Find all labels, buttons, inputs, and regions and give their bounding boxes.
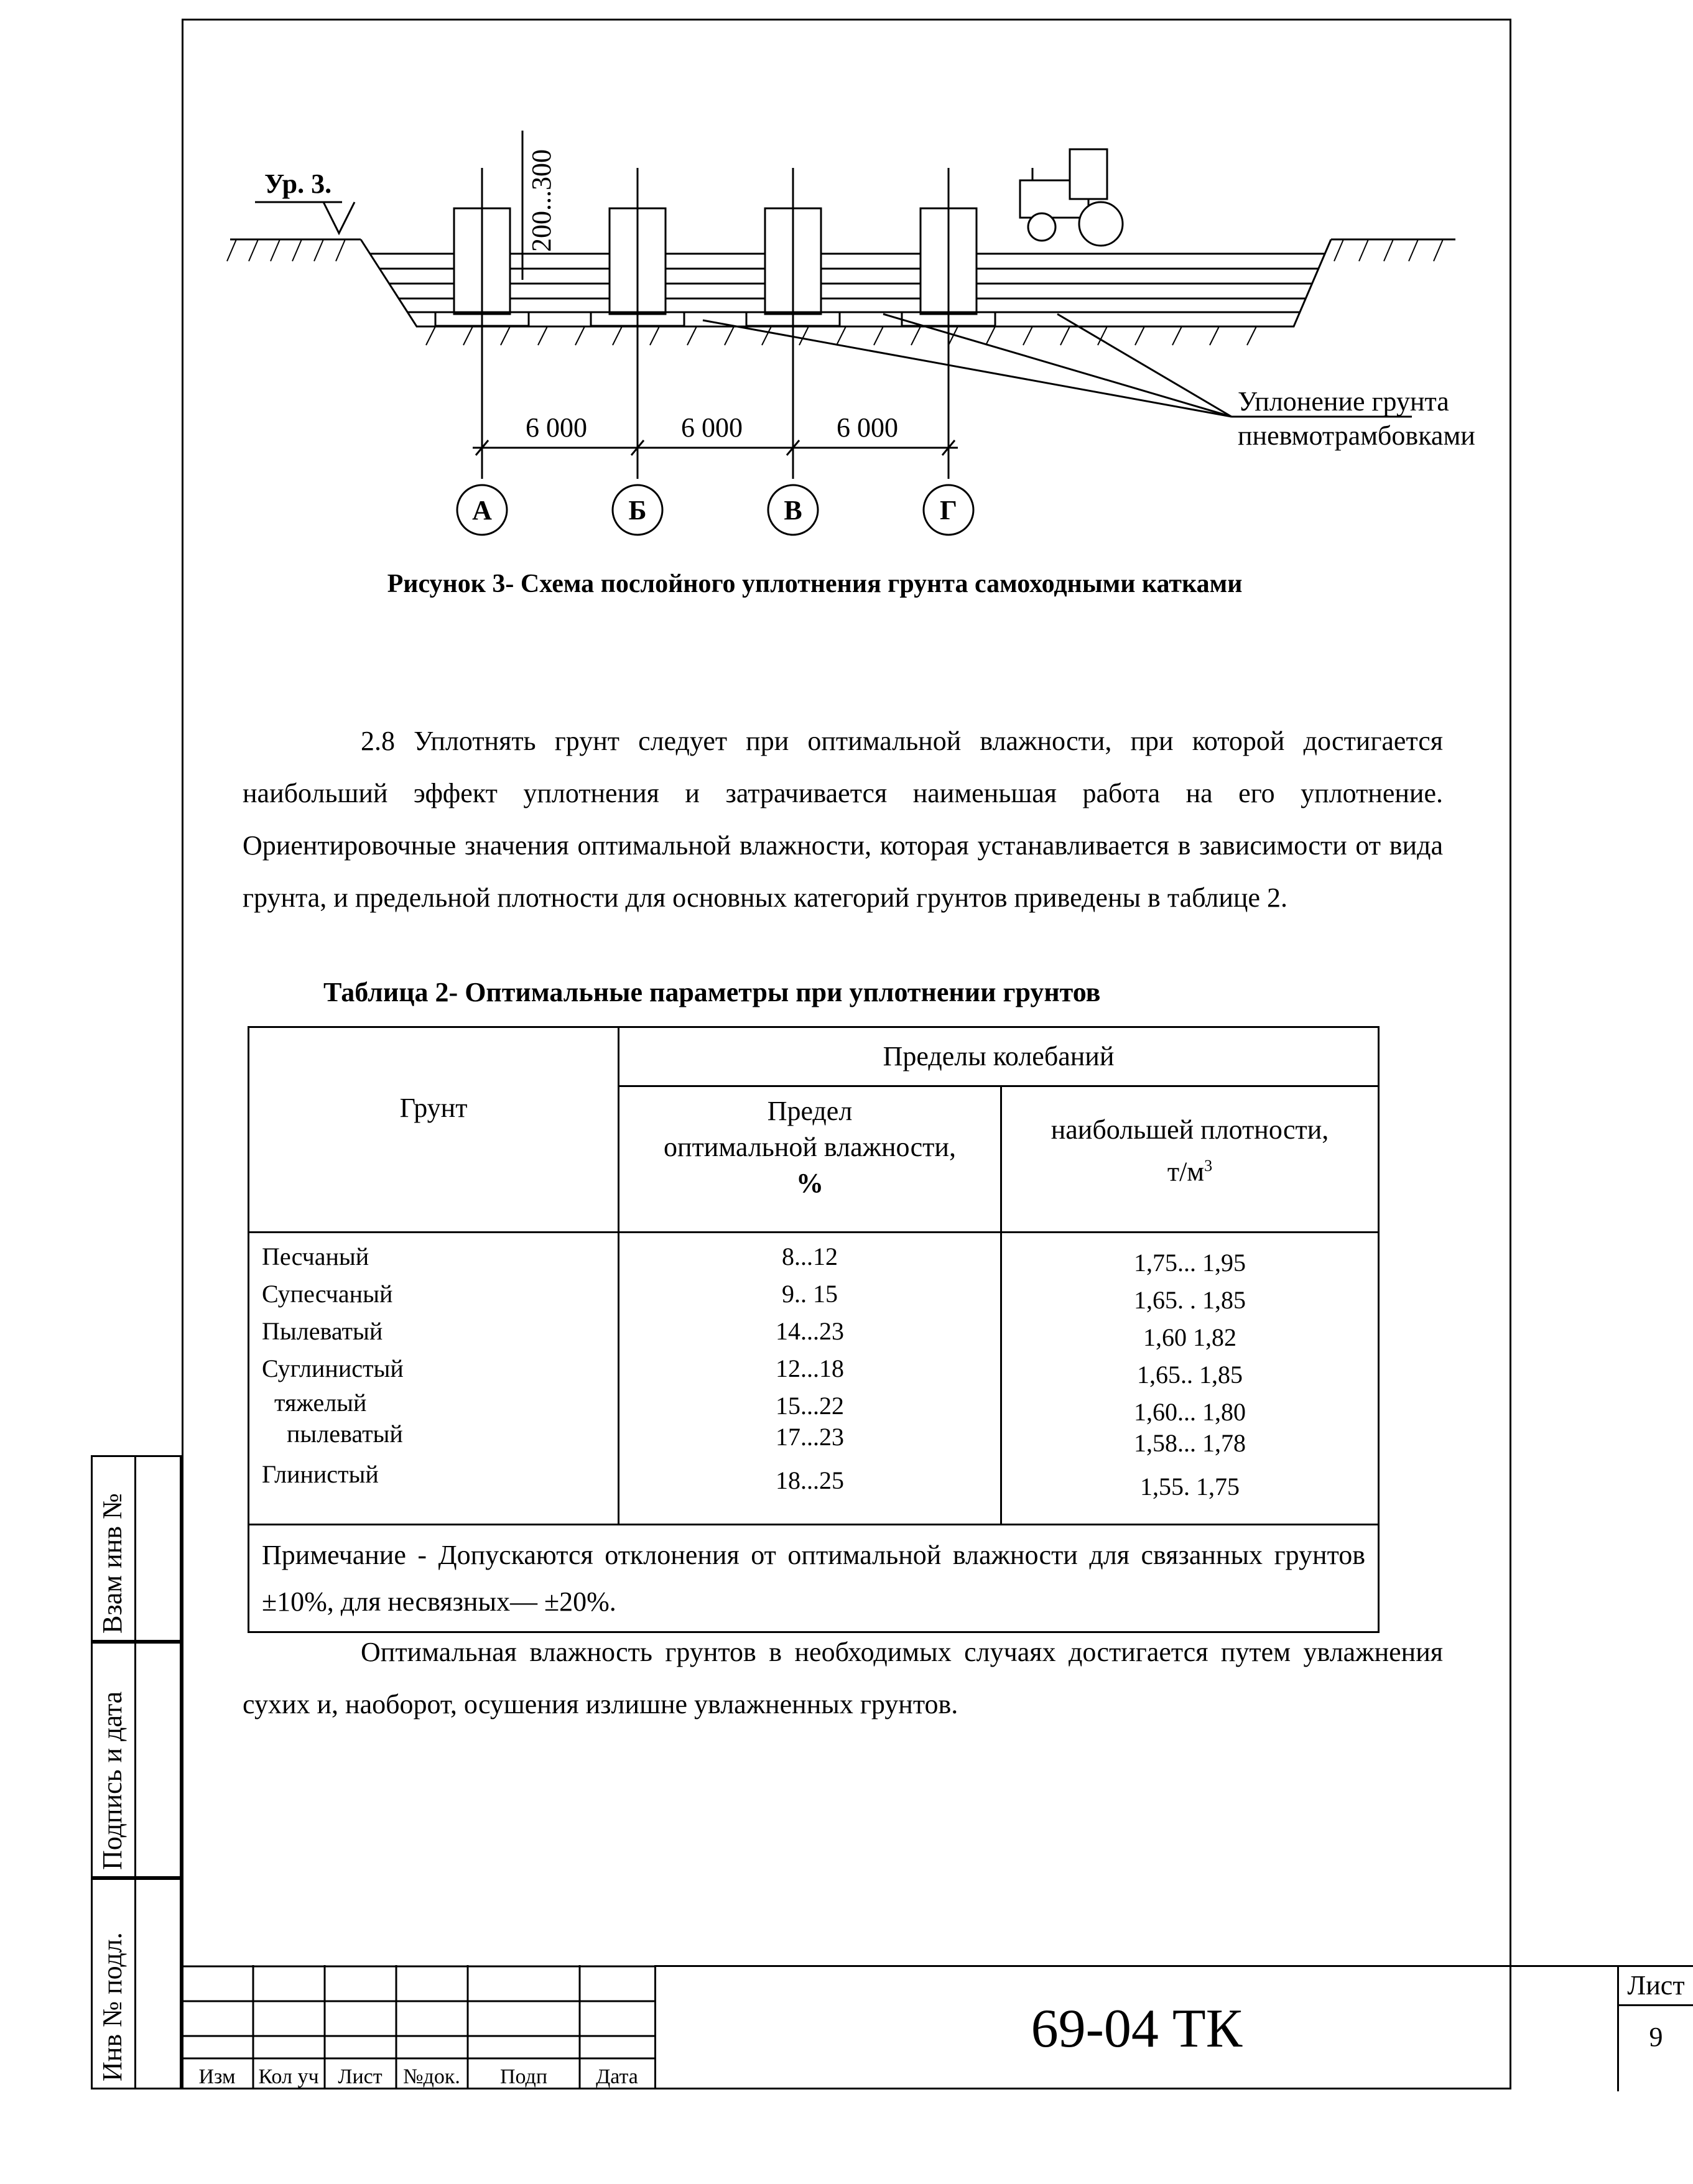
stamp-header-data: Дата (596, 2065, 638, 2088)
callout-line2: пневмотрамбовками (1238, 420, 1475, 451)
axis-label-a: А (472, 495, 492, 525)
title-block (182, 1965, 1685, 2089)
paragraph-2-8: 2.8 Уплотнять грунт следует при оптимальной влажности, при которой достигается наибольший эффект уплотнения и затрачивается наименьшая работа на его уплотнение. Ориентировочные значения оптимальной влажности, которая устанавливается в зависимости от вида грунта, и предельной плотности для основных категорий грунтов приведены в таблице 2. (243, 726, 1443, 913)
header-moisture-line2: оптимальной влажности, (664, 1132, 956, 1162)
stamp-header-ndok: №док. (403, 2065, 460, 2088)
header-density (1001, 1086, 1379, 1233)
table-2 (248, 1026, 1380, 1633)
sheet-cell (1617, 1965, 1693, 2089)
row-density: 1,75... 1,95 (1134, 1249, 1246, 1277)
compaction-diagram (211, 112, 1475, 560)
document-code: 69-04 ТК (654, 1965, 1617, 2089)
row-soil: Песчаный (262, 1242, 369, 1270)
side-label-podpis: Подпись и дата (97, 1691, 128, 1870)
side-label-vzam: Взам инв № (97, 1493, 128, 1634)
row-moisture: 17...23 (776, 1423, 844, 1451)
layer-dim-label: 200...300 (526, 149, 557, 252)
soil-column (249, 1233, 619, 1525)
axis-label-v: В (784, 495, 802, 525)
side-cell-podpis (91, 1642, 182, 1878)
row-density: 1,60... 1,80 (1134, 1398, 1246, 1426)
row-moisture: 12...18 (776, 1354, 844, 1382)
row-soil: тяжелый (274, 1389, 367, 1417)
paragraph-moisture: Оптимальная влажность грунтов в необходимых случаях достигается путем увлажнения сухих и, наоборот, осушения излишне увлажненных грунтов. (243, 1637, 1443, 1719)
callout-line1: Уплонение грунта (1238, 386, 1449, 417)
row-soil: Супесчаный (262, 1280, 393, 1308)
spacing-label-3: 6 000 (837, 412, 898, 443)
row-density: 1,55. 1,75 (1140, 1473, 1240, 1501)
spacing-label-1: 6 000 (526, 412, 587, 443)
row-moisture: 15...22 (776, 1392, 844, 1420)
row-soil: Глинистый (262, 1460, 379, 1488)
row-moisture: 14...23 (776, 1317, 844, 1345)
row-density: 1,58... 1,78 (1134, 1429, 1246, 1457)
density-column (1001, 1233, 1379, 1525)
row-soil: Пылеватый (262, 1317, 383, 1345)
sheet-label: Лист (1617, 1967, 1693, 2006)
moisture-column (619, 1233, 1001, 1525)
header-density-line1: наибольшей плотности, (1051, 1114, 1329, 1145)
stamp-header-list: Лист (338, 2065, 383, 2088)
table-title: Таблица 2- Оптимальные параметры при уплотнении грунтов (323, 977, 1101, 1007)
side-cell-vzam (91, 1455, 182, 1642)
row-moisture: 18...25 (776, 1466, 844, 1494)
stamp-header-kolvo: Кол уч (258, 2065, 319, 2088)
header-moisture (619, 1086, 1001, 1233)
row-density: 1,65.. 1,85 (1137, 1361, 1243, 1389)
header-density-unit: т/м (1167, 1156, 1205, 1187)
stamp-header-podp: Подп (499, 2065, 548, 2088)
axis-label-b: Б (628, 495, 647, 525)
level-mark-label: Ур. 3. (264, 169, 332, 199)
title-block-grid (182, 1965, 656, 2089)
header-soil: Грунт (249, 1027, 619, 1233)
figure-caption: Рисунок 3- Схема послойного уплотнения грунта самоходными катками (387, 570, 1243, 598)
side-label-inv: Инв № подл. (97, 1932, 128, 2081)
row-density: 1,65. . 1,85 (1134, 1286, 1246, 1314)
header-density-sup: 3 (1204, 1157, 1213, 1175)
row-soil: Суглинистый (262, 1354, 404, 1382)
side-stamp (91, 1455, 182, 2089)
sheet-number: 9 (1617, 2006, 1693, 2091)
row-soil: пылеватый (287, 1420, 403, 1448)
stamp-header-izm: Изм (198, 2065, 236, 2088)
row-moisture: 8...12 (782, 1242, 838, 1270)
header-group: Пределы колебаний (619, 1027, 1379, 1086)
table-note: Примечание - Допускаются отклонения от оптимальной влажности для связанных грунтов ±10%, для несвязных— ±20%. (249, 1525, 1379, 1632)
spacing-label-2: 6 000 (681, 412, 743, 443)
header-moisture-unit: % (796, 1168, 823, 1198)
row-moisture: 9.. 15 (782, 1280, 838, 1308)
axis-label-g: Г (940, 495, 957, 525)
header-moisture-line1: Предел (767, 1096, 853, 1126)
row-density: 1,60 1,82 (1143, 1323, 1236, 1351)
side-cell-inv (91, 1878, 182, 2089)
